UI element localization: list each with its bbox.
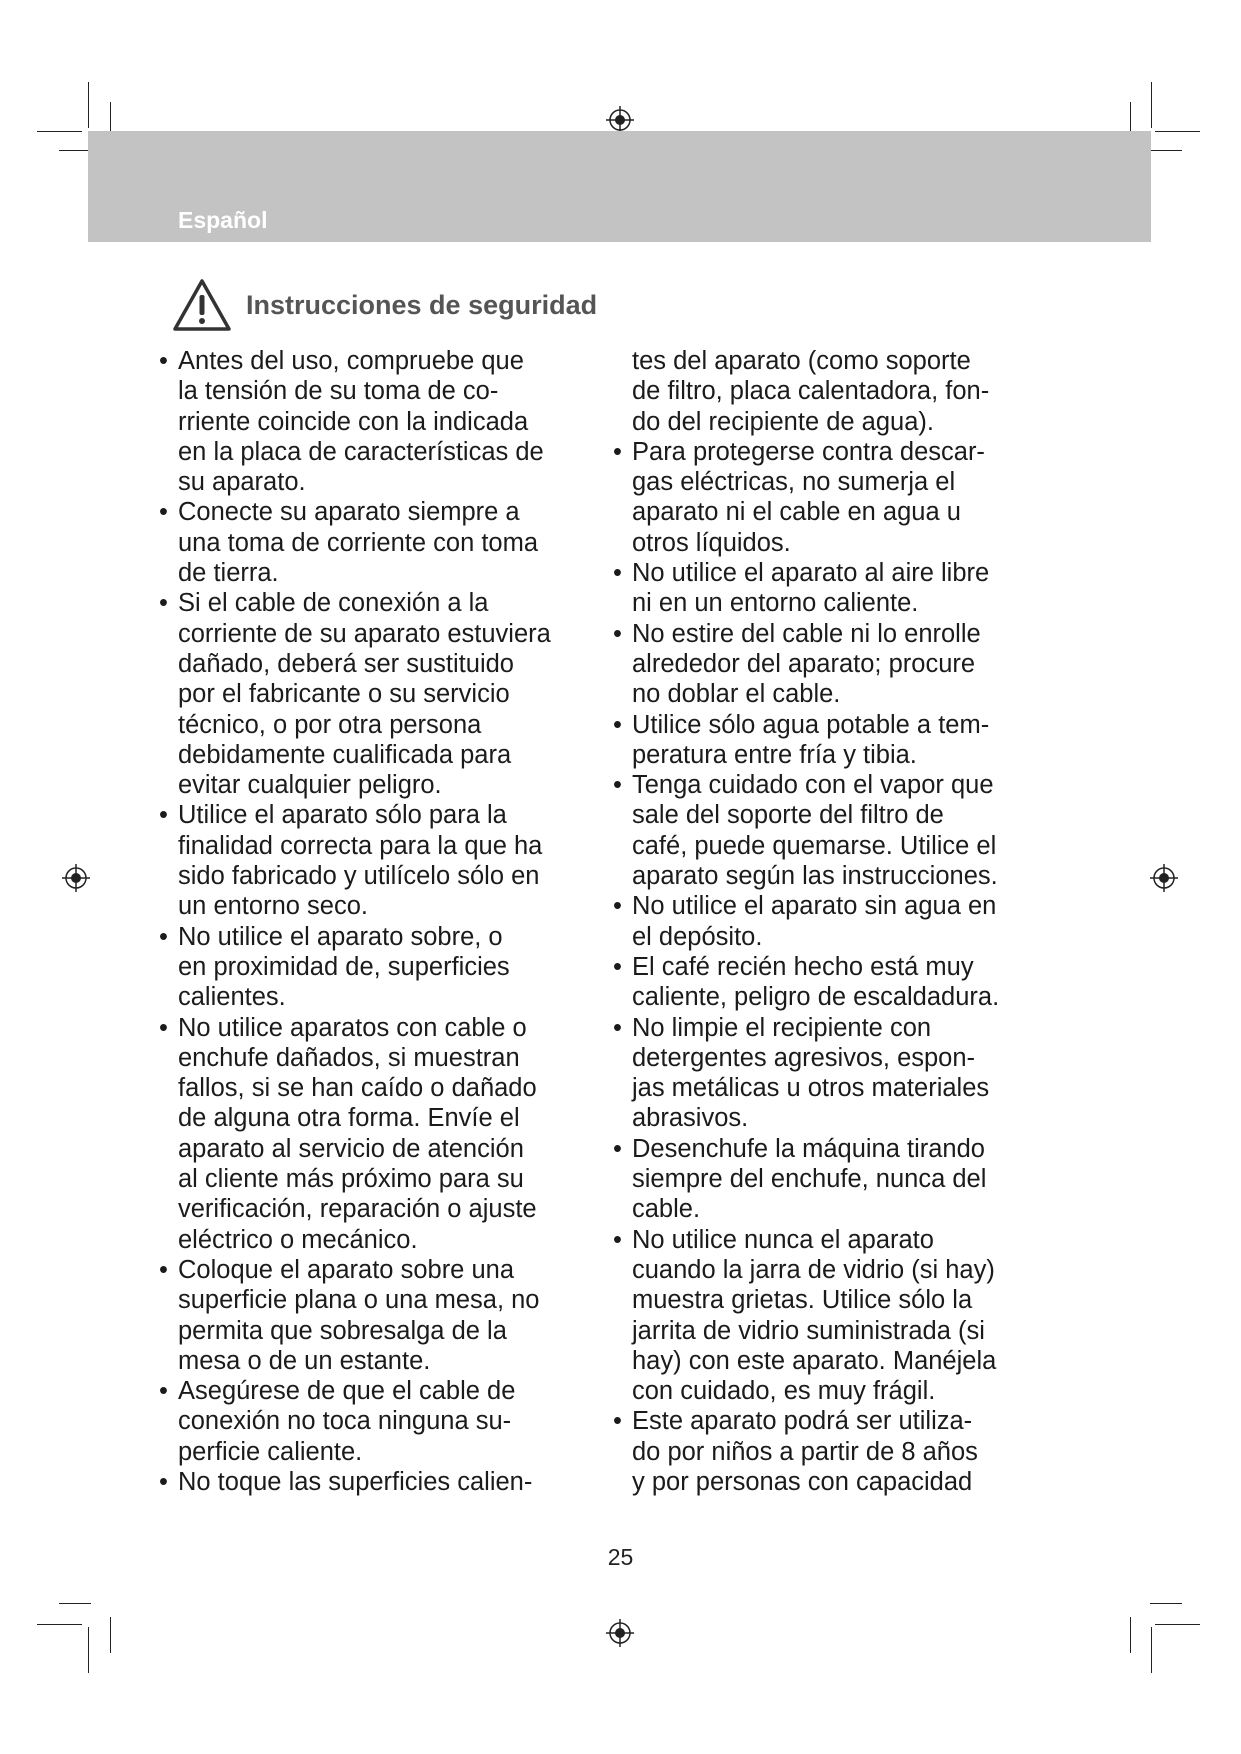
text-line: Utilice sólo agua potable a tem-	[632, 710, 990, 739]
bullet-glyph: •	[613, 892, 622, 921]
crop-mark	[37, 131, 82, 132]
text-line: Asegúrese de que el cable de	[178, 1377, 516, 1406]
list-item	[159, 346, 618, 497]
text-line: cable.	[632, 1195, 701, 1224]
text-line: jas metálicas u otros materiales	[632, 1074, 990, 1103]
text-line: por el fabricante o su servicio	[178, 680, 510, 709]
crop-mark	[110, 1617, 111, 1653]
text-line: Coloque el aparato sobre una	[178, 1255, 514, 1284]
text-line: tes del aparato (como soporte	[632, 347, 971, 375]
text-line: con cuidado, es muy frágil.	[632, 1377, 936, 1406]
text-line: la tensión de su toma de co-	[178, 377, 499, 406]
text-line: Si el cable de conexión a la	[178, 589, 489, 618]
text-line: en proximidad de, superficies	[178, 952, 510, 981]
bullet-glyph: •	[613, 1225, 622, 1254]
right-column	[613, 346, 1072, 1497]
text-line: No utilice nunca el aparato	[632, 1225, 934, 1254]
text-line: fallos, si se han caído o dañado	[178, 1074, 537, 1103]
text-line: No utilice el aparato sin agua en	[632, 892, 997, 921]
crop-mark	[1150, 1603, 1182, 1604]
text-line: detergentes agresivos, espon-	[632, 1043, 976, 1072]
text-line: El café recién hecho está muy	[632, 952, 974, 981]
section-title: Instrucciones de seguridad	[246, 290, 598, 320]
bullet-glyph: •	[159, 922, 168, 951]
text-line: ni en un entorno caliente.	[632, 589, 919, 618]
text-line: perficie caliente.	[178, 1437, 363, 1466]
list-item	[613, 558, 1072, 619]
crop-mark	[88, 82, 89, 128]
registration-mark-icon	[1149, 863, 1179, 893]
text-line: No utilice aparatos con cable o	[178, 1013, 527, 1042]
list-item	[159, 1013, 618, 1255]
bullet-glyph: •	[613, 1134, 622, 1163]
crop-mark	[59, 150, 91, 151]
crop-mark	[1151, 1627, 1152, 1673]
text-line: No estire del cable ni lo enrolle	[632, 619, 981, 648]
text-line: Antes del uso, compruebe que	[178, 347, 524, 375]
list-item	[613, 1406, 1072, 1497]
text-line: jarrita de vidrio suministrada (si	[632, 1316, 985, 1345]
bullet-glyph: •	[613, 1013, 622, 1042]
text-line: siempre del enchufe, nunca del	[632, 1165, 987, 1194]
list-item	[613, 952, 1072, 1013]
crop-mark	[1151, 82, 1152, 128]
text-line: de alguna otra forma. Envíe el	[178, 1104, 520, 1133]
text-line: no doblar el cable.	[632, 680, 841, 709]
text-line: café, puede quemarse. Utilice el	[632, 831, 997, 860]
bullet-glyph: •	[159, 1255, 168, 1284]
text-line: cuando la jarra de vidrio (si hay)	[632, 1255, 995, 1284]
text-line: Para protegerse contra descar-	[632, 437, 985, 466]
text-line: caliente, peligro de escaldadura.	[632, 983, 1000, 1012]
bullet-glyph: •	[159, 1377, 168, 1406]
list-item	[159, 922, 618, 1013]
bullet-glyph: •	[159, 347, 168, 375]
text-line: calientes.	[178, 983, 286, 1012]
header-band	[88, 131, 1151, 242]
text-line: muestra grietas. Utilice sólo la	[632, 1286, 973, 1315]
text-line: de tierra.	[178, 559, 279, 588]
list-item	[613, 1134, 1072, 1225]
text-line: al cliente más próximo para su	[178, 1165, 524, 1194]
text-line: abrasivos.	[632, 1104, 749, 1133]
text-line: de filtro, placa calentadora, fon-	[632, 377, 990, 406]
text-line: do por niños a partir de 8 años	[632, 1437, 978, 1466]
bullet-glyph: •	[159, 1013, 168, 1042]
bullet-glyph: •	[613, 710, 622, 739]
crop-mark	[59, 1603, 91, 1604]
bullet-glyph: •	[159, 589, 168, 618]
bullet-glyph: •	[613, 619, 622, 648]
bullet-glyph: •	[613, 771, 622, 800]
text-line: eléctrico o mecánico.	[178, 1225, 418, 1254]
text-line: el depósito.	[632, 922, 763, 951]
text-line: No utilice el aparato al aire libre	[632, 559, 990, 588]
bullet-glyph: •	[159, 498, 168, 527]
text-line: verificación, reparación o ajuste	[178, 1195, 537, 1224]
text-line: aparato según las instrucciones.	[632, 862, 998, 891]
list-item	[159, 1255, 618, 1376]
list-item	[613, 770, 1072, 891]
text-line: No utilice el aparato sobre, o	[178, 922, 503, 951]
text-line: sale del soporte del filtro de	[632, 801, 944, 830]
left-column	[159, 346, 618, 1497]
crop-mark	[1150, 150, 1182, 151]
text-line: sido fabricado y utilícelo sólo en	[178, 862, 540, 891]
list-item	[613, 1013, 1072, 1134]
bullet-glyph: •	[613, 437, 622, 466]
text-line: hay) con este aparato. Manéjela	[632, 1346, 997, 1375]
text-line: dañado, deberá ser sustituido	[178, 649, 514, 678]
registration-mark-icon	[61, 863, 91, 893]
text-line: y por personas con capacidad	[632, 1467, 973, 1496]
text-line: corriente de su aparato estuviera	[178, 619, 551, 648]
text-line: do del recipiente de agua).	[632, 407, 934, 436]
page-number: 25	[607, 1544, 634, 1570]
list-item	[159, 800, 618, 921]
text-line: Este aparato podrá ser utiliza-	[632, 1407, 973, 1436]
list-item	[159, 1467, 618, 1497]
bullet-glyph: •	[613, 952, 622, 981]
crop-mark	[1155, 1624, 1200, 1625]
crop-mark	[88, 1627, 89, 1673]
text-line: superficie plana o una mesa, no	[178, 1286, 540, 1315]
text-line: una toma de corriente con toma	[178, 528, 539, 557]
crop-mark	[37, 1624, 82, 1625]
language-label: Español	[178, 207, 268, 233]
crop-mark	[1155, 131, 1200, 132]
text-line: técnico, o por otra persona	[178, 710, 482, 739]
list-item	[613, 619, 1072, 710]
text-line: conexión no toca ninguna su-	[178, 1407, 512, 1436]
text-line: rriente coincide con la indicada	[178, 407, 529, 436]
crop-mark	[1130, 1617, 1131, 1653]
text-line: evitar cualquier peligro.	[178, 771, 442, 800]
text-line: gas eléctricas, no sumerja el	[632, 468, 956, 497]
list-item	[613, 1225, 1072, 1407]
text-line: alrededor del aparato; procure	[632, 649, 976, 678]
bullet-glyph: •	[613, 1407, 622, 1436]
text-line: finalidad correcta para la que ha	[178, 831, 543, 860]
list-item	[613, 891, 1072, 952]
text-line: permita que sobresalga de la	[178, 1316, 507, 1345]
text-line: Tenga cuidado con el vapor que	[632, 771, 994, 800]
text-line: peratura entre fría y tibia.	[632, 740, 917, 769]
text-line: No toque las superficies calien-	[178, 1467, 533, 1496]
text-line: aparato ni el cable en agua u	[632, 498, 961, 527]
bullet-glyph: •	[613, 559, 622, 588]
text-line: en la placa de características de	[178, 437, 544, 466]
list-item	[159, 497, 618, 588]
list-item	[613, 437, 1072, 558]
text-line: Utilice el aparato sólo para la	[178, 801, 507, 830]
text-line: aparato al servicio de atención	[178, 1134, 524, 1163]
warning-triangle-icon	[172, 278, 232, 332]
list-item	[613, 710, 1072, 771]
text-line: su aparato.	[178, 468, 306, 497]
list-item	[159, 1376, 618, 1467]
text-line: No limpie el recipiente con	[632, 1013, 932, 1042]
text-line: otros líquidos.	[632, 528, 791, 557]
bullet-glyph: •	[159, 1467, 168, 1496]
text-line: Conecte su aparato siempre a	[178, 498, 520, 527]
text-line: mesa o de un estante.	[178, 1346, 431, 1375]
bullet-glyph: •	[159, 801, 168, 830]
continued-text	[632, 346, 1072, 437]
list-item	[159, 588, 618, 800]
text-line: Desenchufe la máquina tirando	[632, 1134, 985, 1163]
text-line: enchufe dañados, si muestran	[178, 1043, 520, 1072]
text-line: debidamente cualificada para	[178, 740, 512, 769]
registration-mark-icon	[605, 1618, 635, 1648]
text-line: un entorno seco.	[178, 892, 368, 921]
